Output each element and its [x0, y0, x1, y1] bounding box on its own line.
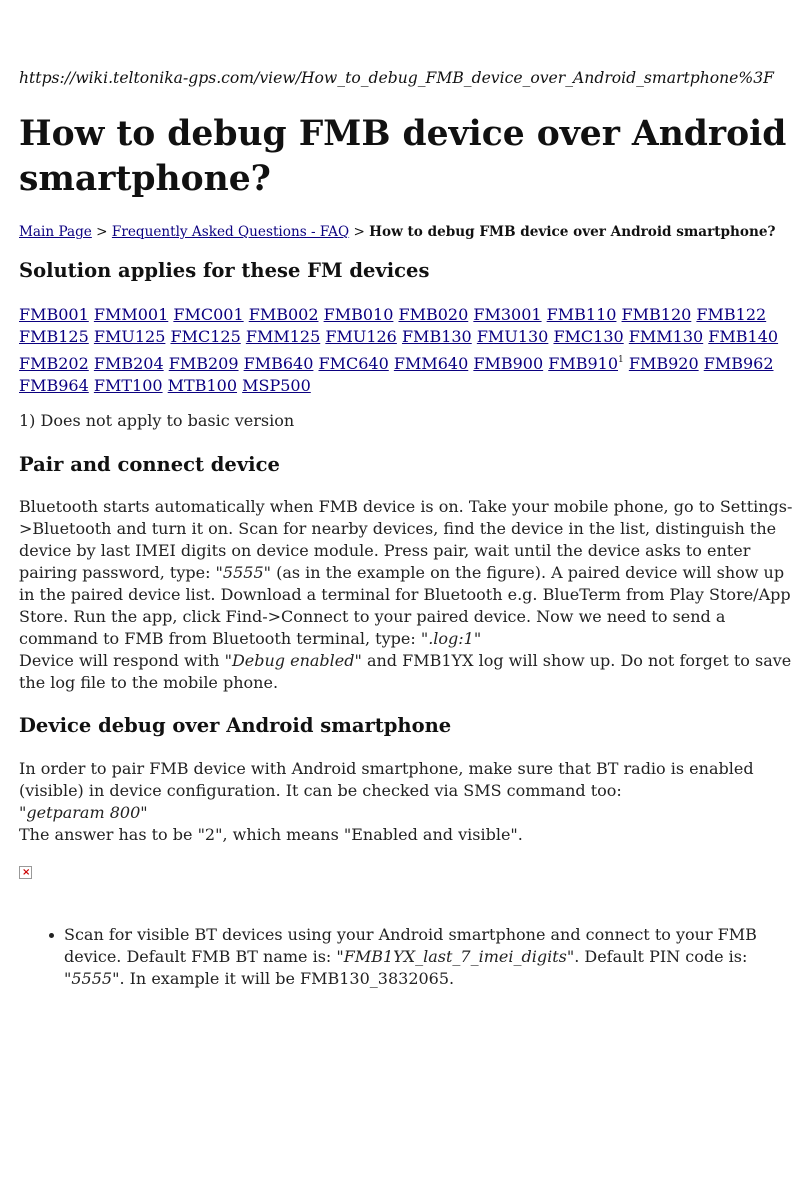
device-link[interactable]: FMB122 [696, 305, 767, 324]
device-link[interactable]: FMC125 [170, 327, 241, 347]
device-link[interactable]: FMB140 [708, 327, 779, 347]
breadcrumb-separator: > [96, 224, 108, 240]
device-link[interactable]: FMB962 [703, 353, 774, 373]
device-link[interactable]: FMM125 [245, 327, 321, 347]
log-command: .log:1 [428, 629, 474, 648]
device-link[interactable]: FMC001 [173, 305, 244, 324]
pair-paragraph [19, 496, 794, 694]
breadcrumb-main-page[interactable]: Main Page [19, 224, 92, 240]
pairing-pin: 5555 [222, 563, 264, 582]
device-link[interactable]: FMC130 [553, 327, 624, 347]
device-link[interactable]: FMU125 [93, 327, 166, 347]
device-link[interactable]: FM3001 [473, 305, 542, 324]
footnote: 1) Does not apply to basic version [19, 411, 295, 430]
device-link[interactable]: FMB020 [398, 305, 469, 324]
devices-heading: Solution applies for these FM devices [19, 259, 430, 282]
device-link[interactable]: FMB910 [548, 353, 619, 373]
bullet-text-b: ". Default PIN code is: " [64, 947, 748, 988]
debug-paragraph [19, 758, 794, 846]
device-link[interactable]: FMB204 [93, 353, 164, 373]
debug-text-1: In order to pair FMB device with Android smartphone, make sure that BT radio is enabled (visible) in device configuration. It can be checked via SMS command too: [19, 759, 754, 800]
device-link[interactable]: FMB120 [621, 305, 692, 324]
breadcrumb-separator: > [353, 224, 365, 240]
list-item [64, 924, 804, 990]
pair-text-3: " [473, 629, 482, 648]
bullet-text-c: ". In example it will be FMB130_3832065. [112, 969, 455, 988]
debug-text-2: The answer has to be "2", which means "Enabled and visible". [19, 825, 523, 844]
pair-text-5: " and FMB1YX log will show up. Do not forget to save the log file to the mobile phone. [19, 651, 792, 692]
device-link[interactable]: MTB100 [167, 375, 238, 395]
device-link[interactable]: MSP500 [242, 375, 311, 395]
debug-response: Debug enabled [231, 651, 355, 670]
quote-close: " [140, 803, 148, 822]
device-link[interactable]: FMB130 [401, 327, 472, 347]
bullet-icon [49, 933, 54, 938]
pair-text-2: " (as in the example on the figure). A paired device will show up in the paired device list. Download a terminal for Bluetooth e.g. BlueTerm from Play Store/App Store. Run the app, click Find->Connect to your paired device. Now we need to send a command to FMB from Bluetooth terminal, type: " [19, 563, 791, 648]
page-title: How to debug FMB device over Android smartphone? [19, 114, 787, 199]
device-link[interactable]: FMB209 [168, 353, 239, 373]
breadcrumb [19, 224, 775, 240]
device-link[interactable]: FMC640 [318, 353, 389, 373]
device-link[interactable]: FMB010 [323, 305, 394, 324]
device-link[interactable]: FMM130 [628, 327, 704, 347]
device-list [19, 304, 794, 397]
device-link[interactable]: FMB202 [19, 353, 89, 373]
broken-image-icon[interactable]: × [19, 866, 32, 879]
pair-text-1: Bluetooth starts automatically when FMB device is on. Take your mobile phone, go to Settings->Bluetooth and turn it on. Scan for nearby devices, find the device in the list, distinguish the device by last IMEI digits on device module. Press pair, wait until the device asks to enter pairing password, type: " [19, 497, 793, 582]
pair-text-4: Device will respond with " [19, 651, 232, 670]
device-link[interactable]: FMM640 [393, 353, 469, 373]
device-link[interactable]: FMB125 [19, 327, 89, 347]
device-link[interactable]: FMT100 [93, 375, 163, 395]
pair-heading: Pair and connect device [19, 453, 280, 476]
device-link[interactable]: FMB920 [628, 353, 699, 373]
device-link[interactable]: FMU126 [325, 327, 397, 347]
device-link[interactable]: FMB110 [546, 305, 617, 324]
bt-name: FMB1YX_last_7_imei_digits [343, 947, 567, 966]
sms-command: getparam 800 [26, 803, 141, 822]
breadcrumb-current: How to debug FMB device over Android smartphone? [369, 224, 776, 240]
device-link[interactable]: FMB900 [473, 353, 544, 373]
bullet-text-a: Scan for visible BT devices using your Android smartphone and connect to your FMB device. Default FMB BT name is: " [64, 925, 757, 966]
quote-open: " [19, 803, 27, 822]
device-link[interactable]: FMB964 [19, 375, 89, 395]
debug-heading: Device debug over Android smartphone [19, 714, 452, 737]
instruction-list [64, 924, 804, 990]
footnote-marker: 1 [618, 354, 624, 365]
device-link[interactable]: FMB002 [248, 305, 319, 324]
device-link[interactable]: FMB640 [243, 353, 314, 373]
page-url: https://wiki.teltonika-gps.com/view/How_to_debug_FMB_device_over_Android_smartphone%3F [19, 69, 774, 87]
device-link[interactable]: FMB001 [19, 305, 89, 324]
device-link[interactable]: FMM001 [93, 305, 169, 324]
breadcrumb-faq[interactable]: Frequently Asked Questions - FAQ [111, 224, 350, 240]
device-link[interactable]: FMU130 [476, 327, 549, 347]
pin-code: 5555 [71, 969, 113, 988]
